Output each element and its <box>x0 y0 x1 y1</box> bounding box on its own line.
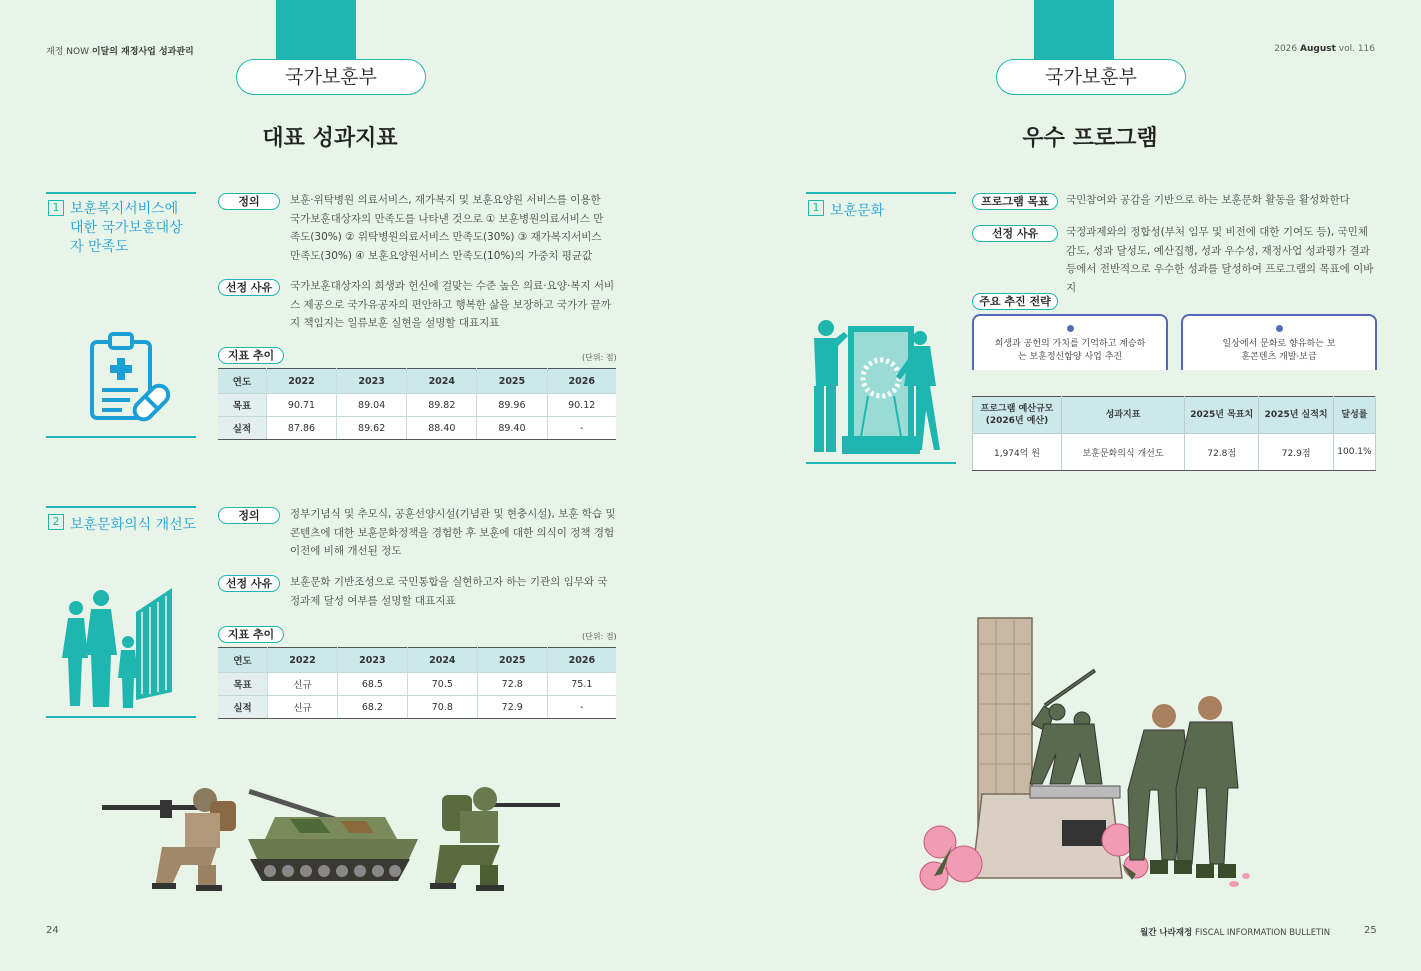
table-cell: 실적 <box>218 696 268 719</box>
table-cell: 89.04 <box>337 394 407 417</box>
indicator-table <box>218 368 616 440</box>
table-cell: 90.71 <box>266 394 336 417</box>
section-title: 보훈문화 <box>830 203 885 219</box>
table-cell: 72.8점 <box>1185 434 1259 471</box>
header-year: 2026 <box>1274 44 1298 54</box>
table-cell: 72.9 <box>477 696 547 719</box>
header-month: August <box>1300 44 1336 54</box>
section-rule <box>46 192 196 194</box>
footer-bulletin <box>1140 926 1330 938</box>
table-cell: 2022 <box>268 648 338 673</box>
table-cell: 프로그램 예산규모 (2026년 예산) <box>973 397 1062 434</box>
section-heading <box>48 200 198 257</box>
table-cell: 87.86 <box>266 417 336 440</box>
reason-badge: 선정 사유 <box>972 225 1058 242</box>
table-cell: 2024 <box>407 648 477 673</box>
strategy-box-2 <box>1181 314 1377 370</box>
table-cell: 2025년 실적치 <box>1259 397 1333 434</box>
section-title: 보훈문화의식 개선도 <box>70 517 197 533</box>
program-table <box>972 396 1376 471</box>
reason-badge: 선정 사유 <box>218 575 280 592</box>
goal-text: 국민참여와 공감을 기반으로 하는 보훈문화 활동을 활성화한다 <box>1066 194 1350 206</box>
strategy-text: 희생과 공헌의 가치를 기억하고 계승하는 보훈정신함양 사업 추진 <box>994 339 1146 362</box>
table-cell: 목표 <box>218 394 266 417</box>
table-cell: 신규 <box>268 696 338 719</box>
table-cell: 70.8 <box>407 696 477 719</box>
table-cell: 2025년 목표치 <box>1185 397 1259 434</box>
left-ministry-name: 국가보훈부 <box>285 66 377 88</box>
running-header-left <box>46 44 194 57</box>
section-number: 2 <box>48 514 64 530</box>
header-title: 이달의 재정사업 성과관리 <box>91 47 194 57</box>
table-cell: 100.1% <box>1333 434 1375 471</box>
table-cell: 68.2 <box>337 696 407 719</box>
table-cell: 89.82 <box>407 394 477 417</box>
section-rule <box>806 192 956 194</box>
table-row <box>973 434 1376 471</box>
table-cell: 2022 <box>266 369 336 394</box>
running-header-right <box>1274 44 1375 54</box>
table-cell: 연도 <box>218 648 268 673</box>
table-row <box>218 673 616 696</box>
kneeling-soldier-2 <box>430 787 560 891</box>
strategy-box-1 <box>972 314 1168 370</box>
table-cell: 달성률 <box>1333 397 1375 434</box>
reason-text: 국가보훈대상자의 희생과 헌신에 걸맞는 수준 높은 의료·요양·복지 서비스 제공으로 국가유공자의 편안하고 행복한 삶을 보장하고 국가가 끝까지 책임지는 일류보훈 실현을 설명할 대표지표 <box>290 280 615 329</box>
table-cell: 2026 <box>547 369 616 394</box>
section-heading <box>48 514 198 535</box>
header-section: 재정 NOW <box>46 47 89 57</box>
table-cell: 89.40 <box>477 417 547 440</box>
goal-badge: 프로그램 목표 <box>972 193 1058 210</box>
soldiers-tank-illustration <box>100 785 570 895</box>
section-rule <box>806 462 956 464</box>
reason-text: 국정과제와의 정합성(부처 임무 및 비전에 대한 기여도 등), 국민체감도, 성과 달성도, 예산집행, 성과 우수성, 재정사업 성과평가 결과 등에서 전반적으로 우수한 성과를 달성하여 프로그램의 목표에 이바지 <box>1066 226 1374 294</box>
table-header-row <box>218 369 616 394</box>
table-cell: 보훈문화의식 개선도 <box>1062 434 1185 471</box>
footer-magazine-name: 월간 나라재정 <box>1140 928 1193 938</box>
table-cell: 2023 <box>337 369 407 394</box>
section-rule <box>46 506 196 508</box>
right-page-number: 25 <box>1364 925 1377 936</box>
tank <box>248 789 418 881</box>
definition-text: 보훈·위탁병원 의료서비스, 재가복지 및 보훈요양원 서비스를 이용한 국가보훈대상자의 만족도를 나타낸 것으로 ① 보훈병원의료서비스 만족도(30%) ② 위탁병원의료서비스 만족도(30%) ③ 재가복지서비스 만족도(30%) ④ 보훈요양원서비스 만족도(10%)의 가중치 평균값 <box>290 194 604 262</box>
strategy-text: 일상에서 문화로 향유하는 보훈콘텐츠 개발·보급 <box>1222 339 1336 362</box>
definition-badge: 정의 <box>218 507 280 524</box>
reason-text: 보훈문화 기반조성으로 국민통합을 실현하고자 하는 기관의 임무와 국정과제 달성 여부를 설명할 대표지표 <box>290 576 608 607</box>
trend-badge: 지표 추이 <box>218 626 284 643</box>
table-cell: - <box>547 417 616 440</box>
table-row <box>218 696 616 719</box>
indicator-table <box>218 647 616 719</box>
right-page-tab <box>1034 0 1114 60</box>
definition-text: 정부기념식 및 추모식, 공훈선양시설(기념관 및 현충시설), 보훈 학습 및 콘텐츠에 대한 보훈문화정책을 경험한 후 보훈에 대한 의식이 정책 경험이전에 비해 개선된 정도 <box>290 508 616 557</box>
memorial-salute-icon <box>806 316 956 456</box>
trend-badge: 지표 추이 <box>218 347 284 364</box>
bullet-dot <box>1276 325 1283 332</box>
unit-label: (단위: 점) <box>582 353 617 362</box>
table-cell: 72.9점 <box>1259 434 1333 471</box>
table-cell: 70.5 <box>407 673 477 696</box>
table-cell: 실적 <box>218 417 266 440</box>
header-volume: vol. 116 <box>1338 44 1375 54</box>
left-page-title: 대표 성과지표 <box>262 126 398 151</box>
table-cell: 연도 <box>218 369 266 394</box>
table-cell: 2024 <box>407 369 477 394</box>
table-cell: 1,974억 원 <box>973 434 1062 471</box>
right-page-title: 우수 프로그램 <box>1022 126 1158 151</box>
table-cell: 89.96 <box>477 394 547 417</box>
strategy-badge: 주요 추진 전략 <box>972 293 1058 310</box>
table-cell: 88.40 <box>407 417 477 440</box>
table-cell: 72.8 <box>477 673 547 696</box>
section-title: 보훈복지서비스에 대한 국가보훈대상자 만족도 <box>70 201 183 255</box>
table-cell: 89.62 <box>337 417 407 440</box>
section-rule <box>46 436 196 438</box>
section-rule <box>46 716 196 718</box>
table-cell: 75.1 <box>547 673 616 696</box>
right-ministry-pill <box>996 59 1186 95</box>
section-number: 1 <box>808 200 824 216</box>
right-ministry-name: 국가보훈부 <box>1045 66 1137 88</box>
table-cell: 목표 <box>218 673 268 696</box>
table-row <box>218 417 616 440</box>
family-memorial-icon <box>56 582 176 712</box>
memorial-statue-illustration <box>912 614 1262 900</box>
table-cell: 90.12 <box>547 394 616 417</box>
table-header-row <box>973 397 1376 434</box>
clipboard-medical-icon <box>88 332 172 424</box>
table-cell: 68.5 <box>337 673 407 696</box>
kneeling-soldier-1 <box>102 788 236 891</box>
table-cell: 2025 <box>477 648 547 673</box>
table-cell: 신규 <box>268 673 338 696</box>
reason-badge: 선정 사유 <box>218 279 280 296</box>
left-page-number: 24 <box>46 925 59 936</box>
left-page-tab <box>276 0 356 60</box>
table-row <box>218 394 616 417</box>
table-cell: 2025 <box>477 369 547 394</box>
left-ministry-pill <box>236 59 426 95</box>
section-number: 1 <box>48 200 64 216</box>
table-cell: 2023 <box>337 648 407 673</box>
unit-label: (단위: 점) <box>582 632 617 641</box>
table-cell: 2026 <box>547 648 616 673</box>
footer-english-title: FISCAL INFORMATION BULLETIN <box>1194 928 1331 938</box>
bullet-dot <box>1067 325 1074 332</box>
table-cell: 성과지표 <box>1062 397 1185 434</box>
definition-badge: 정의 <box>218 193 280 210</box>
table-cell: - <box>547 696 616 719</box>
section-heading <box>808 200 884 221</box>
table-header-row <box>218 648 616 673</box>
